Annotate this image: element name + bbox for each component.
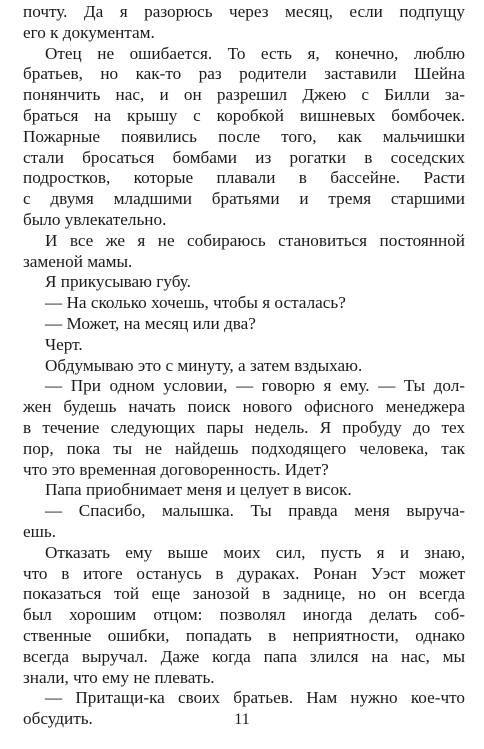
text-line: почту. Да я разорюсь через месяц, если подпущу xyxy=(23,2,465,21)
text-line: что это временная договоренность. Идет? xyxy=(23,459,329,479)
text-line: Черт. xyxy=(45,334,83,354)
text-line: обсудить. xyxy=(23,709,93,729)
text-line: Отказать ему выше моих сил, пусть я и знаю, xyxy=(45,542,465,562)
text-line: что в итоге останусь в дураках. Ронан Уэст может xyxy=(23,563,465,583)
text-line: Пожарные появились после того, как мальчишки xyxy=(23,126,465,146)
text-line: браться на крышу с коробкой вишневых бомбочек. xyxy=(23,105,465,125)
text-line: Обдумываю это с минуту, а затем вздыхаю. xyxy=(45,355,363,375)
text-line: — Может, на месяц или два? xyxy=(45,313,256,333)
text-line: был хорошим отцом: позволял иногда делать соб- xyxy=(23,605,465,625)
text-line: с двумя младшими братьями и тремя старшими xyxy=(23,189,465,209)
text-line: было увлекательно. xyxy=(23,209,167,229)
text-line: И все же я не собираюсь становиться постоянной xyxy=(45,230,465,250)
page-number: 11 xyxy=(234,711,250,728)
text-line: — Притащи-ка своих братьев. Нам нужно кое-что xyxy=(45,688,465,708)
text-line: — Спасибо, малышка. Ты правда меня выруча- xyxy=(45,501,465,521)
text-line: Папа приобнимает меня и целует в висок. xyxy=(45,480,352,500)
text-line: понянчить нас, и он разрешил Джею с Билли за- xyxy=(23,85,465,105)
text-line: его к документам. xyxy=(23,22,155,42)
text-line: стали бросаться бомбами из рогатки в соседских xyxy=(23,147,465,167)
text-line: показаться той еще занозой в заднице, но он всегда xyxy=(23,584,465,604)
text-line: знали, что ему не плевать. xyxy=(23,667,215,687)
text-line: братьев, но как-то раз родители заставили Шейна xyxy=(23,64,465,84)
text-line: Отец не ошибается. То есть я, конечно, люблю xyxy=(45,43,465,63)
text-line: в течение следующих пары недель. Я пробуду до тех xyxy=(23,417,465,437)
text-line: ственные ошибки, попадать в неприятности, однако xyxy=(23,625,465,645)
text-line: подростков, которые плавали в бассейне. Расти xyxy=(23,168,465,188)
text-line: жен будешь начать поиск нового офисного менеджера xyxy=(23,397,465,417)
text-line: всегда выручал. Даже когда папа злился на нас, мы xyxy=(23,646,465,666)
body-text xyxy=(23,2,465,730)
text-line: — При одном условии, — говорю я ему. — Ты дол- xyxy=(45,376,465,396)
text-line: ешь. xyxy=(23,521,56,541)
text-line: — На сколько хочешь, чтобы я осталась? xyxy=(45,293,346,313)
text-line: Я прикусываю губу. xyxy=(45,272,191,292)
text-line: заменой мамы. xyxy=(23,251,133,271)
text-line: пор, пока ты не найдешь подходящего человека, так xyxy=(23,438,465,458)
